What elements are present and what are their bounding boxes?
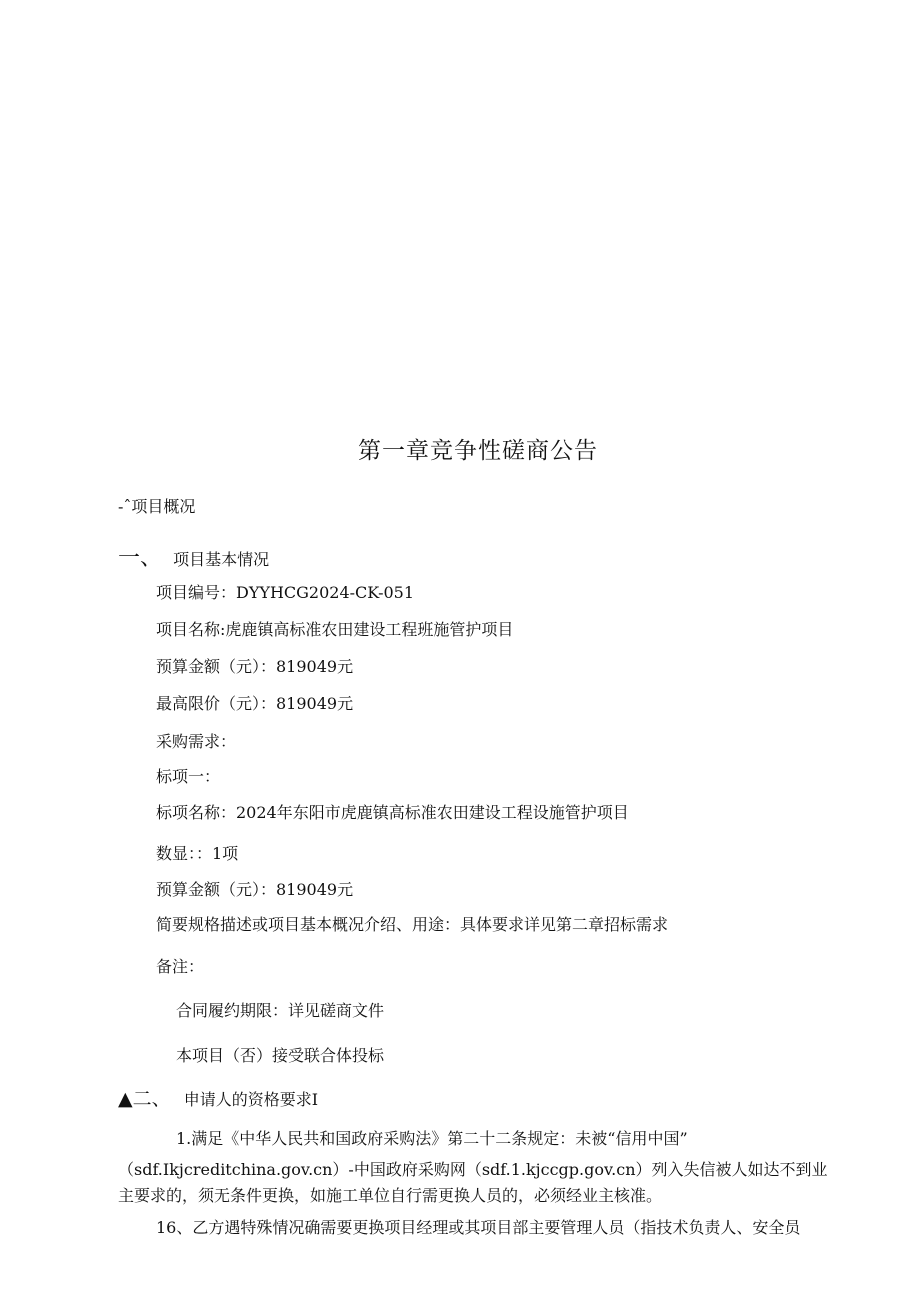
- quantity: 数显：：1项: [156, 844, 239, 863]
- paragraph-2: （sdf.Ikjcreditchina.gov.cn）-中国政府采购网（sdf.1.kjccgp.gov.cn）列入失信被人如达不到业主要求的，须无条件更换，如施工单位自行需更换人员的，必须经业主核准。: [118, 1160, 828, 1205]
- description: 简要规格描述或项目基本概况介绍、用途：具体要求详见第二章招标需求: [156, 915, 669, 934]
- section-2-heading: [118, 1084, 318, 1111]
- page-title: 第一章竞争性磋商公告: [358, 438, 598, 464]
- lot-one: 标项一：: [156, 767, 221, 786]
- section-2-title: 申请人的资格要求I: [183, 1090, 319, 1109]
- budget-amount: 预算金额（元）：819049元: [156, 657, 354, 676]
- section-2-marker: ▲二、: [118, 1088, 171, 1110]
- section-1-marker: 一、: [118, 546, 163, 571]
- project-name: 项目名称:虎鹿镇高标准农田建设工程班施管护项目: [156, 620, 514, 639]
- paragraph-3: 16、乙方遇特殊情况确需要更换项目经理或其项目部主要管理人员（指技术负责人、安全员: [156, 1218, 801, 1237]
- procurement-demand: 采购需求：: [156, 732, 237, 751]
- project-number: 项目编号：DYYHCG2024-CK-051: [156, 583, 415, 602]
- paragraph-1: 1.满足《中华人民共和国政府采购法》第二十二条规定：未被“信用中国”: [176, 1129, 688, 1148]
- contract-period: 合同履约期限：详见磋商文件: [176, 1001, 385, 1020]
- max-price: 最高限价（元）：819049元: [156, 694, 354, 713]
- overview-heading: -ˆ项目概况: [118, 497, 196, 516]
- section-1-title: 项目基本情况: [173, 550, 270, 569]
- lot-budget: 预算金额（元）：819049元: [156, 880, 354, 899]
- consortium-note: 本项目（否）接受联合体投标: [176, 1046, 385, 1065]
- section-1-heading: [118, 541, 269, 572]
- lot-name: 标项名称：2024年东阳市虎鹿镇高标准农田建设工程设施管护项目: [156, 803, 629, 822]
- remark: 备注：: [156, 957, 205, 976]
